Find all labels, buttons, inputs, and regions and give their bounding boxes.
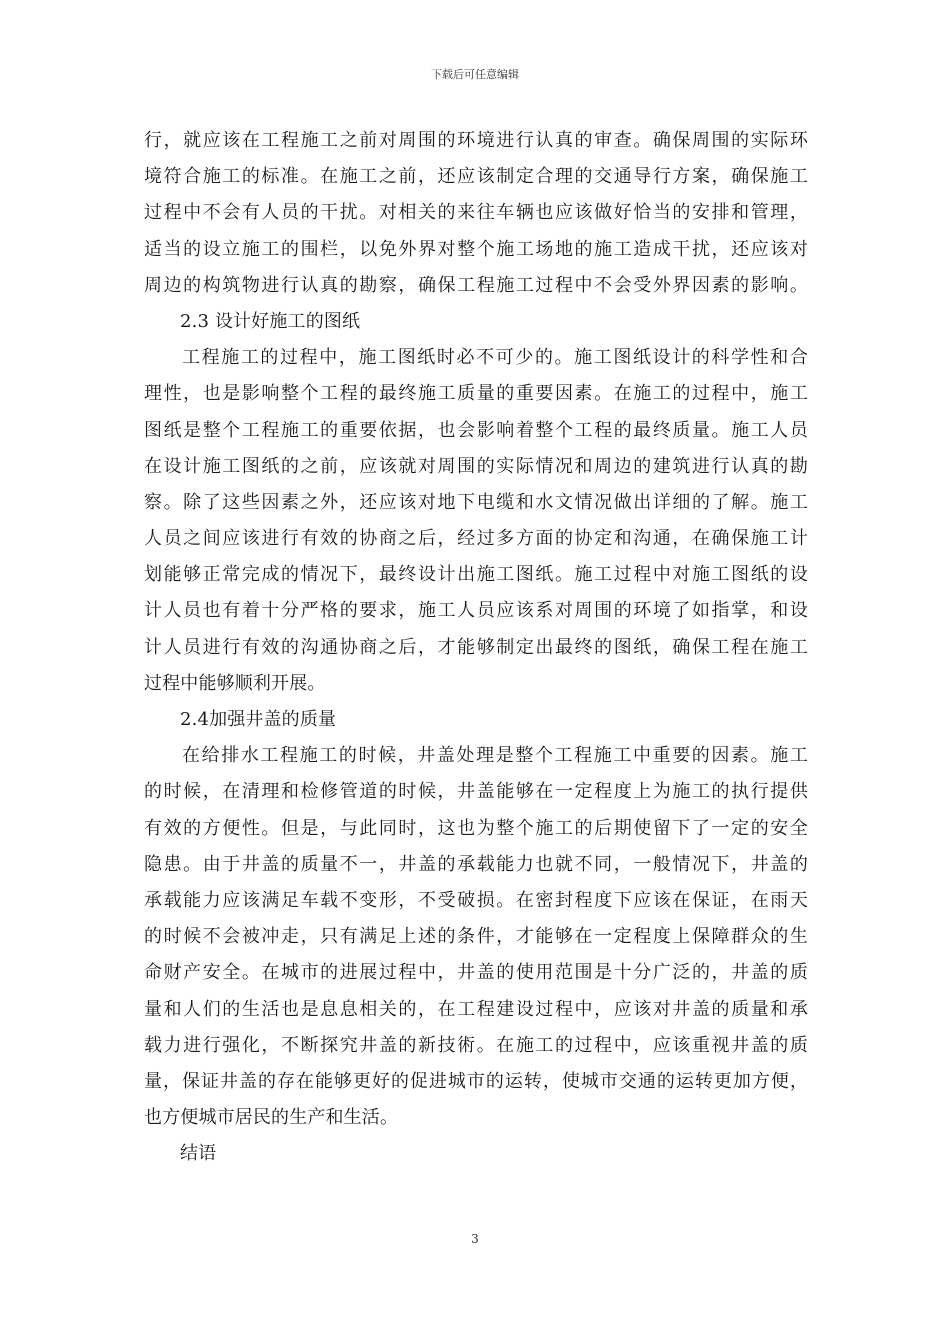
- text-line: 理性，也是影响整个工程的最终施工质量的重要因素。在施工的过程中，施工: [144, 383, 808, 405]
- text-line: 的时候不会被冲走，只有满足上述的条件，才能够在一定程度上保障群众的生: [144, 926, 808, 948]
- text-line: 周边的构筑物进行认真的勘察，确保工程施工过程中不会受外界因素的影响。: [144, 274, 808, 296]
- page-header: 下载后可任意编辑: [431, 68, 519, 81]
- text-line: 过程中不会有人员的干扰。对相关的来往车辆也应该做好恰当的安排和管理，: [144, 202, 808, 224]
- section-heading-2-4: 2.4加强井盖的质量: [180, 709, 337, 730]
- paragraph-drawings: [144, 340, 808, 702]
- text-line: 量，保证井盖的存在能够更好的促进城市的运转，使城市交通的运转更加方便，: [144, 1070, 808, 1092]
- paragraph-continuation: [144, 123, 808, 304]
- text-line: 计人员也有着十分严格的要求，施工人员应该系对周围的环境了如指掌，和设: [144, 600, 808, 622]
- text-line: 人员之间应该进行有效的协商之后，经过多方面的协定和沟通，在确保施工计: [144, 528, 808, 550]
- page-number: 3: [471, 1232, 479, 1246]
- text-line: 量和人们的生活也是息息相关的，在工程建设过程中，应该对井盖的质量和承: [144, 998, 808, 1020]
- text-line: 察。除了这些因素之外，还应该对地下电缆和水文情况做出详细的了解。施工: [144, 491, 808, 513]
- text-line: 的时候，在清理和检修管道的时候，井盖能够在一定程度上为施工的执行提供: [144, 781, 808, 803]
- text-line: 行，就应该在工程施工之前对周围的环境进行认真的审查。确保周围的实际环: [144, 130, 808, 151]
- text-line: 在设计施工图纸的之前，应该就对周围的实际情况和周边的建筑进行认真的勘: [144, 455, 808, 477]
- text-line: 命财产安全。在城市的进展过程中，井盖的使用范围是十分广泛的，井盖的质: [144, 962, 808, 984]
- text-line: 图纸是整个工程施工的重要依据，也会影响着整个工程的最终质量。施工人员: [144, 419, 808, 441]
- text-line: 承载能力应该满足车载不变形，不受破损。在密封程度下应该在保证，在雨天: [144, 889, 808, 911]
- text-line: 载力进行强化，不断探究井盖的新技術。在施工的过程中，应该重视井盖的质: [144, 1034, 808, 1056]
- document-body: [144, 123, 808, 1172]
- text-line: 适当的设立施工的围栏，以免外界对整个施工场地的施工造成干扰，还应该对: [144, 238, 808, 260]
- text-line: 工程施工的过程中，施工图纸时必不可少的。施工图纸设计的科学性和合: [182, 347, 808, 369]
- text-line: 在给排水工程施工的时候，井盖处理是整个工程施工中重要的因素。施工: [182, 745, 808, 767]
- text-line: 隐患。由于井盖的质量不一，井盖的承载能力也就不同，一般情况下，井盖的: [144, 853, 808, 875]
- text-line: 过程中能够顺利开展。: [144, 672, 326, 694]
- paragraph-manhole-covers: [144, 738, 808, 1136]
- text-line: 境符合施工的标准。在施工之前，还应该制定合理的交通导行方案，确保施工: [144, 166, 808, 188]
- text-line: 有效的方便性。但是，与此同时，这也为整个施工的后期使留下了一定的安全: [144, 817, 808, 839]
- text-line: 划能够正常完成的情况下，最终设计出施工图纸。施工过程中对施工图纸的设: [144, 564, 808, 586]
- text-line: 计人员进行有效的沟通协商之后，才能够制定出最终的图纸，确保工程在施工: [144, 636, 808, 658]
- section-heading-2-3: 2.3 设计好施工的图纸: [180, 310, 361, 332]
- text-line: 也方便城市居民的生产和生活。: [144, 1107, 399, 1129]
- section-heading-conclusion: 结语: [180, 1143, 217, 1165]
